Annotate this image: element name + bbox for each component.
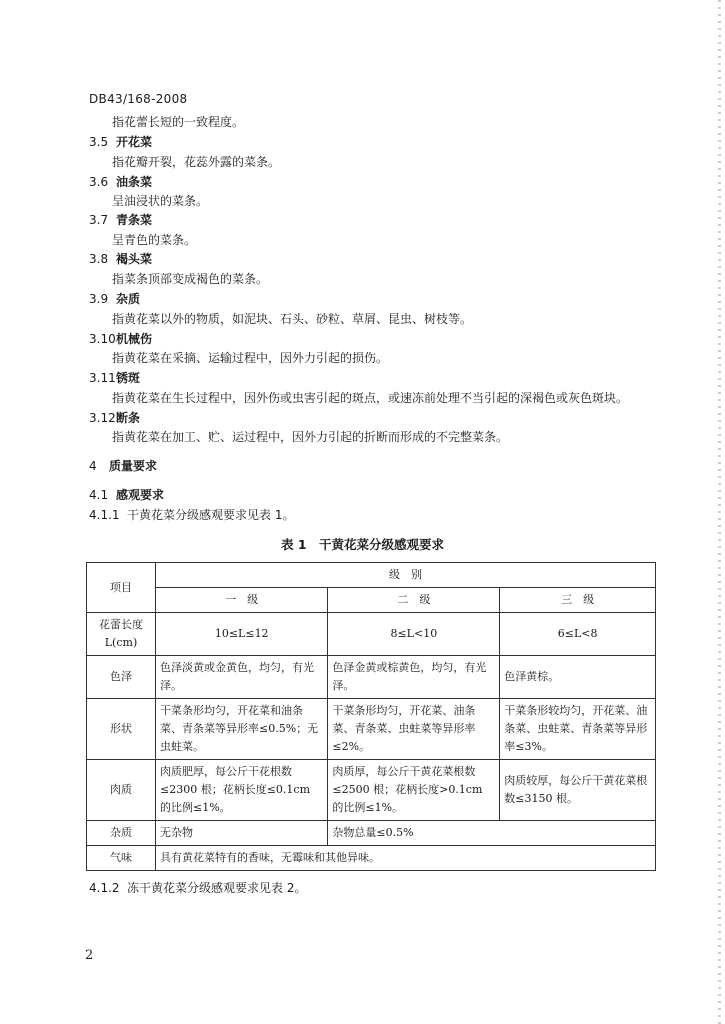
clause-4-1-2 <box>89 880 306 896</box>
term-3-12-definition: 指黄花菜在加工、贮、运过程中，因外力引起的折断而形成的不完整菜条。 <box>112 430 509 444</box>
term-3-9 <box>89 291 140 307</box>
row-label: 色泽 <box>87 656 156 699</box>
term-3-6 <box>89 174 152 190</box>
term-3-9-definition: 指黄花菜以外的物质，如泥块、石头、砂粒、草屑、昆虫、树枝等。 <box>112 312 473 326</box>
table-row <box>87 656 656 699</box>
table-row <box>87 760 656 821</box>
grading-table <box>86 562 656 871</box>
table-cell: 杂物总量≤0.5% <box>328 821 656 846</box>
page-number: 2 <box>85 948 94 963</box>
definition-continuation: 指花蕾长短的一致程度。 <box>112 115 245 129</box>
section-title: 质量要求 <box>109 459 158 473</box>
clause-text: 冻干黄花菜分级感观要求见表 2。 <box>127 881 307 895</box>
section-4-1-heading <box>89 487 164 503</box>
term-number: 3.8 <box>89 252 109 266</box>
term-3-11-definition: 指黄花菜在生长过程中，因外伤或虫害引起的斑点，或速冻前处理不当引起的深褐色或灰色斑块。 <box>112 391 629 405</box>
term-3-8 <box>89 251 152 267</box>
section-number: 4.1 <box>89 488 109 502</box>
table-cell: 具有黄花菜特有的香味，无霉味和其他异味。 <box>156 846 656 871</box>
table-cell: 8≤L<10 <box>328 613 500 656</box>
term-3-10-definition: 指黄花菜在采摘、运输过程中，因外力引起的损伤。 <box>112 351 389 365</box>
table-cell: 干菜条形均匀，开花菜、油条菜、青条菜、虫蛀菜等异形率≤2%。 <box>328 699 500 760</box>
table-cell: 色泽金黄或棕黄色，均匀，有光泽。 <box>328 656 500 699</box>
table-cell: 肉质较厚，每公斤干黄花菜根数≤3150 根。 <box>500 760 656 821</box>
section-number: 4 <box>89 459 97 473</box>
table-row <box>87 613 656 656</box>
clause-number: 4.1.2 <box>89 881 120 895</box>
term-title: 锈斑 <box>116 371 141 385</box>
row-label: 杂质 <box>87 821 156 846</box>
term-number: 3.5 <box>89 135 109 149</box>
table-title: 表 1 干黄花菜分级感观要求 <box>280 537 445 552</box>
term-3-10 <box>89 331 152 347</box>
term-3-6-definition: 呈油浸状的菜条。 <box>112 194 209 208</box>
table-grade-row <box>87 588 656 613</box>
table-cell: 6≤L<8 <box>500 613 656 656</box>
table-cell: 无杂物 <box>156 821 328 846</box>
row-label: 花蕾长度 L(cm) <box>87 613 156 656</box>
term-title: 青条菜 <box>116 213 153 227</box>
table-cell: 干菜条形较均匀，开花菜、油条菜、虫蛀菜、青条菜等异形率≤3%。 <box>500 699 656 760</box>
row-label: 形状 <box>87 699 156 760</box>
term-number: 3.7 <box>89 213 109 227</box>
grade-column-header: 级 别 <box>156 563 656 588</box>
term-title: 断条 <box>116 411 141 425</box>
table-row <box>87 846 656 871</box>
row-label: 气味 <box>87 846 156 871</box>
term-3-5 <box>89 134 152 150</box>
term-title: 开花菜 <box>116 135 153 149</box>
scan-edge-marks <box>718 0 721 1024</box>
term-3-7-definition: 呈青色的菜条。 <box>112 233 197 247</box>
grade-1-header: 一 级 <box>156 588 328 613</box>
term-title: 杂质 <box>116 292 141 306</box>
table-cell: 肉质肥厚，每公斤干花根数≤2300 根；花柄长度≤0.1cm 的比例≤1%。 <box>156 760 328 821</box>
term-number: 3.9 <box>89 292 109 306</box>
term-3-12 <box>89 410 140 426</box>
row-label: 肉质 <box>87 760 156 821</box>
table-header-row <box>87 563 656 588</box>
standard-number: DB43/168-2008 <box>89 92 188 106</box>
section-title: 感观要求 <box>116 488 165 502</box>
section-4-heading <box>89 458 157 474</box>
term-3-5-definition: 指花瓣开裂，花蕊外露的菜条。 <box>112 155 281 169</box>
term-title: 油条菜 <box>116 175 153 189</box>
table-cell: 色泽淡黄或金黄色，均匀，有光泽。 <box>156 656 328 699</box>
term-number: 3.6 <box>89 175 109 189</box>
grade-3-header: 三 级 <box>500 588 656 613</box>
item-column-header: 项目 <box>87 563 156 613</box>
term-3-8-definition: 指菜条顶部变成褐色的菜条。 <box>112 272 269 286</box>
table-cell: 干菜条形均匀，开花菜和油条菜、青条菜等异形率≤0.5%；无虫蛀菜。 <box>156 699 328 760</box>
clause-4-1-1 <box>89 507 294 523</box>
clause-number: 4.1.1 <box>89 508 120 522</box>
table-row <box>87 821 656 846</box>
term-3-11 <box>89 370 140 386</box>
table-row <box>87 699 656 760</box>
term-number: 3.11 <box>89 371 116 385</box>
clause-text: 干黄花菜分级感观要求见表 1。 <box>127 508 295 522</box>
table-cell: 肉质厚，每公斤干黄花菜根数≤2500 根；花柄长度>0.1cm 的比例≤1%。 <box>328 760 500 821</box>
term-number: 3.12 <box>89 411 116 425</box>
term-title: 褐头菜 <box>116 252 153 266</box>
term-number: 3.10 <box>89 332 116 346</box>
term-title: 机械伤 <box>116 332 153 346</box>
term-3-7 <box>89 212 152 228</box>
grade-2-header: 二 级 <box>328 588 500 613</box>
table-cell: 色泽黄棕。 <box>500 656 656 699</box>
table-cell: 10≤L≤12 <box>156 613 328 656</box>
